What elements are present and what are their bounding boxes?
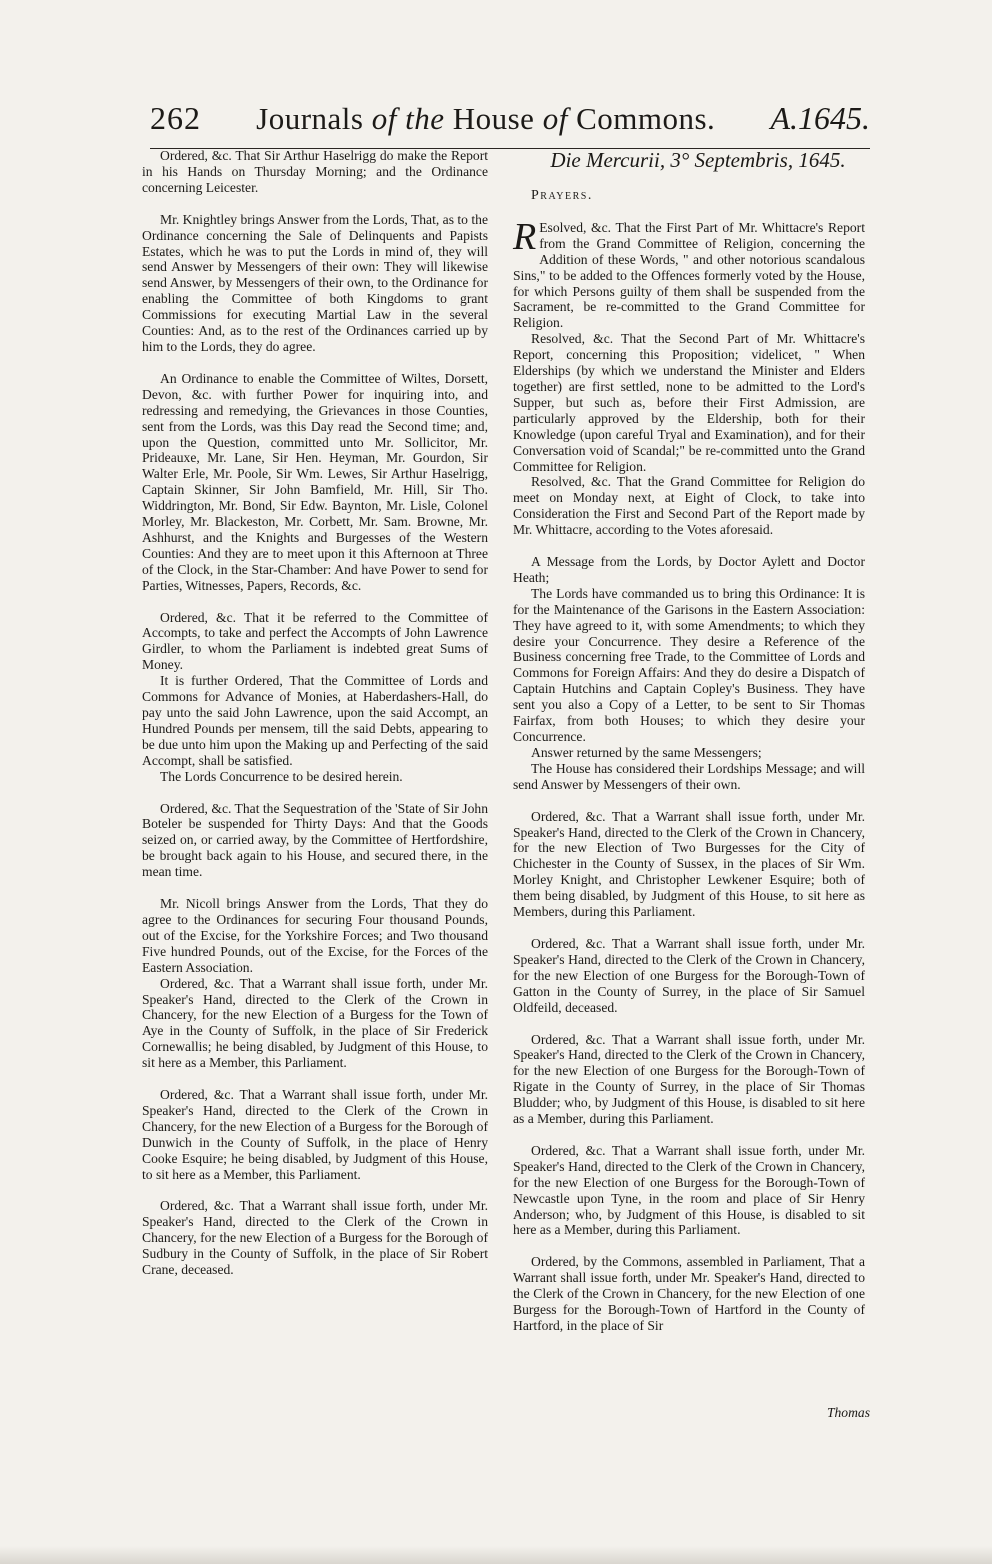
entry-paragraph: Mr. Nicoll brings Answer from the Lords, That they do agree to the Ordinances for securing Four thousand Pounds, out of the Excise, for the Yorkshire Forces; and Two thousand Five hundred Pounds, out of the Excise, for the Forces of the Eastern Association. — [142, 896, 488, 975]
title-of-2: of — [542, 101, 568, 136]
entry-paragraph: Ordered, &c. That a Warrant shall issue forth, under Mr. Speaker's Hand, directed to the Clerk of the Crown in Chancery, for the new Election of one Burgess for the Borough-Town of Rigate in the County of Surrey, in the place of Sir Thomas Bludder; who, by Judgment of this House, is disabled to sit here as a Member, during this Parliament. — [513, 1031, 865, 1127]
entry-paragraph: Ordered, &c. That Sir Arthur Haselrigg do make the Report in his Hands on Thursday Morning; and the Ordinance concerning Leicester. — [142, 148, 488, 195]
entry-paragraph: Ordered, &c. That a Warrant shall issue forth, under Mr. Speaker's Hand, directed to the Clerk of the Crown in Chancery, for the new Election of Two Burgesses for the City of Chichester in the County of Sussex, in the places of Sir Wm. Morley Knight, and Christopher Lewkener Esquire; both of them being disabled, by Judgment of this House, to sit here as Members, during this Parliament. — [513, 808, 865, 920]
session-dateline: Die Mercurii, 3° Septembris, 1645. — [550, 148, 846, 172]
entry-paragraph: The Lords have commanded us to bring this Ordinance: It is for the Maintenance of the Garisons in the Eastern Association: They have agreed to it, with some Amendments; to which they desire your Concurrence. They desire a Reference of the Business concerning free Trade, to the Committee of Lords and Commons for Foreign Affairs: And they do desire a Dispatch of Captain Hutchins and Captain Copley's Business. They have sent you also a Copy of a Letter, to be sent to Sir Thomas Fairfax, from both Houses; to which they desire your Concurrence. — [513, 585, 865, 744]
entry-paragraph: Ordered, &c. That a Warrant shall issue forth, under Mr. Speaker's Hand, directed to the Clerk of the Crown in Chancery, for the new Election of a Burgess for the Borough of Dunwich in the County of Suffolk, in the place of Henry Cooke Esquire; he being disabled, by Judgment of this House, to sit here as a Member, this Parliament. — [142, 1087, 488, 1182]
title-of: of — [371, 101, 397, 136]
entry-paragraph: Ordered, &c. That a Warrant shall issue forth, under Mr. Speaker's Hand, directed to the Clerk of the Crown in Chancery, for the new Election of one Burgess for the Borough-Town of Gatton in the County of Surrey, in the place of Sir Samuel Oldfeild, deceased. — [513, 935, 865, 1015]
title-journals: Journals — [256, 101, 364, 136]
running-header — [150, 100, 870, 149]
entry-paragraph: Answer returned by the same Messengers; — [531, 744, 762, 760]
drop-capital: R — [513, 215, 537, 258]
running-year: A.1645. — [770, 100, 870, 136]
running-title — [256, 101, 715, 137]
entry-paragraph: The Lords Concurrence to be desired herein. — [160, 768, 403, 784]
entry-paragraph: Ordered, &c. That a Warrant shall issue forth, under Mr. Speaker's Hand, directed to the Clerk of the Crown in Chancery, for the new Election of a Burgess for the Borough of Sudbury in the County of Suffolk, in the place of Sir Robert Crane, deceased. — [142, 1198, 488, 1278]
right-column — [513, 148, 865, 1334]
page-edge-shadow — [0, 1546, 992, 1564]
entry-paragraph: The House has considered their Lordships Message; and will send Answer by Messengers of their own. — [513, 760, 865, 792]
entry-paragraph: Ordered, &c. That the Sequestration of the 'State of Sir John Boteler be suspended for Thirty Days: And that the Goods seized on, or carried away, by the Committee of Hertfordshire, be brought back again to his House, and secured there, in the mean time. — [142, 800, 488, 880]
title-the: the — [405, 101, 445, 136]
entry-paragraph: Ordered, &c. That a Warrant shall issue forth, under Mr. Speaker's Hand, directed to the Clerk of the Crown in Chancery, for the new Election of one Burgess for the Borough-Town of Newcastle upon Tyne, in the room and place of Sir Henry Anderson; who, by Judgment of this House, is disabled to sit here as a Member, during this Parliament. — [513, 1142, 865, 1238]
entry-paragraph — [513, 215, 865, 331]
entry-paragraph: A Message from the Lords, by Doctor Aylett and Doctor Heath; — [513, 554, 865, 585]
entry-paragraph: It is further Ordered, That the Committee of Lords and Commons for Advance of Monies, at Haberdashers-Hall, do pay unto the said John Lawrence, upon the said Accompt, an Hundred Pounds per mensem, till the said Debts, appearing to be due unto him upon the Making up and Perfecting of the said Accompt, shall be satisfied. — [142, 673, 488, 768]
entry-paragraph: Mr. Knightley brings Answer from the Lords, That, as to the Ordinance concerning the Sale of Delinquents and Papists Estates, which he was to put the Lords in mind of, they will send Answer by Messengers of their own: They will likewise send Answer, by Messengers of their own, to the Ordinance for enabling the Committee of both Kingdoms to grant Commissions for executing Martial Law in the several Counties: And, as to the rest of the Ordinances carried up by him to the Lords, they do agree. — [142, 211, 488, 354]
prayers-heading: Prayers. — [531, 188, 593, 203]
entry-text: Esolved, &c. That the First Part of Mr. Whittacre's Report from the Grand Committee of Religion, concerning the Addition of these Words, " and other notorious scandalous Sins," to be added to the Offences formerly voted by the House, for which Persons guilty of them shall be suspended from the Sacrament, be re-committed to the Grand Committee for Religion. — [513, 219, 865, 331]
entry-paragraph: Ordered, by the Commons, assembled in Parliament, That a Warrant shall issue forth, under Mr. Speaker's Hand, directed to the Clerk of the Crown in Chancery, for the new Election of one Burgess for the Borough-Town of Hartford in the County of Hartford, in the place of Sir — [513, 1254, 865, 1333]
entry-paragraph: Ordered, &c. That a Warrant shall issue forth, under Mr. Speaker's Hand, directed to the Clerk of the Crown in Chancery, for the new Election of a Burgess for the Town of Aye in the County of Suffolk, in the place of Sir Frederick Cornewallis; he being disabled, by Judgment of this House, to sit here as a Member, this Parliament. — [142, 975, 488, 1071]
entry-paragraph: An Ordinance to enable the Committee of Wiltes, Dorsett, Devon, &c. with further Power for inquiring into, and redressing and remedying, the Grievances in those Counties, sent from the Lords, was this Day read the Second time; and, upon the Question, committed unto Mr. Sollicitor, Mr. Prideauxe, Mr. Lane, Sir Hen. Heyman, Mr. Gourdon, Sir Walter Erle, Mr. Poole, Sir Wm. Lewes, Sir Arthur Haselrigg, Captain Skinner, Sir John Bamfield, Mr. Hill, Sir Tho. Widdrington, Mr. Bond, Sir Edw. Baynton, Mr. Lisle, Colonel Morley, Mr. Blackeston, Mr. Corbett, Mr. Sam. Browne, Mr. Ashhurst, and the Knights and Burgesses of the Western Counties: And they are to meet upon it this Afternoon at Three of the Clock, in the Star-Chamber: And have Power to send for Parties, Witnesses, Papers, Records, &c. — [142, 370, 488, 593]
entry-paragraph: Resolved, &c. That the Grand Committee for Religion do meet on Monday next, at Eight of Clock, to take into Consideration the First and Second Part of the Report made by Mr. Whittacre, according to the Votes aforesaid. — [513, 474, 865, 538]
title-commons: Commons. — [576, 101, 716, 136]
page-number: 262 — [150, 100, 201, 136]
catchword: Thomas — [826, 1405, 870, 1420]
entry-paragraph: Ordered, &c. That it be referred to the Committee of Accompts, to take and perfect the Accompts of John Lawrence Girdler, to whom the Parliament is indebted great Sums of Money. — [142, 609, 488, 673]
left-column — [142, 148, 488, 1294]
title-house: House — [452, 101, 535, 136]
entry-paragraph: Resolved, &c. That the Second Part of Mr. Whittacre's Report, concerning this Proposition; videlicet, " When Elderships (by which we understand the Minister and Elders together) are first settled, none to be admitted to the Lord's Supper, but such as, before their First Admission, are particularly approved by the Eldership, both for their Knowledge (upon careful Tryal and Examination), and for their Conversation void of Scandal;" be re-committed unto the Grand Committee for Religion. — [513, 331, 865, 474]
